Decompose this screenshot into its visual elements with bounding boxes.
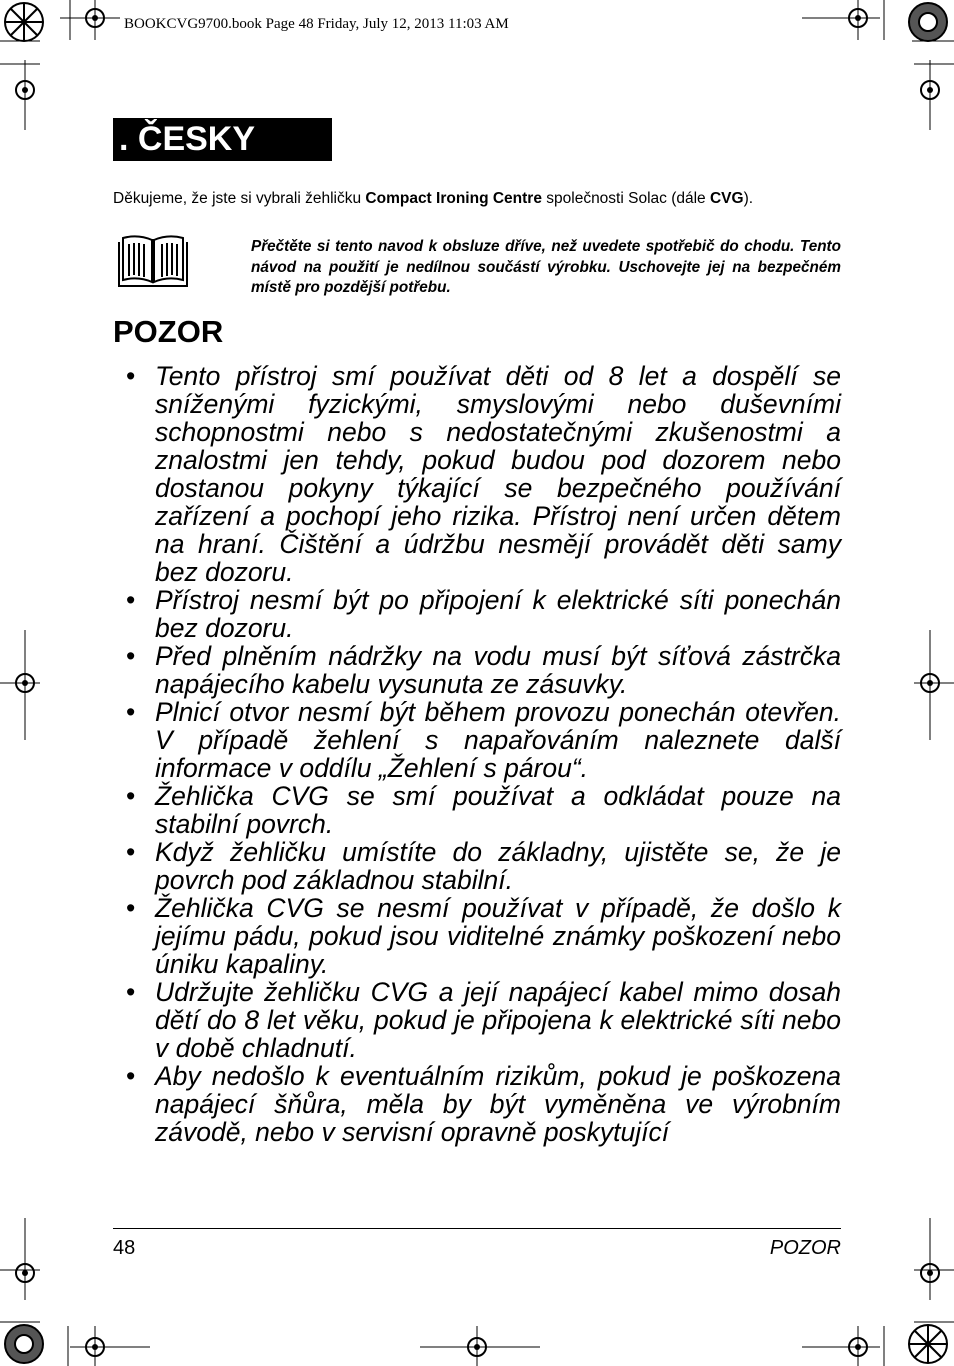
- book-info-header: BOOKCVG9700.book Page 48 Friday, July 12, 2013 11:03 AM: [124, 16, 509, 32]
- bullet-icon: •: [126, 697, 136, 727]
- bullet-icon: •: [126, 1061, 136, 1091]
- intro-text-before: Děkujeme, že jste si vybrali žehličku: [113, 190, 366, 207]
- intro-text-after: ).: [743, 190, 754, 207]
- warning-text: Udržujte žehličku CVG a její napájecí kabel mimo dosah dětí do 8 let věku, pokud je připojena k elektrické síti nebo v době chladnutí.: [155, 977, 841, 1063]
- bullet-icon: •: [126, 781, 136, 811]
- bullet-icon: •: [126, 893, 136, 923]
- list-item: [126, 782, 841, 838]
- warning-text: Plnicí otvor nesmí být během provozu ponechán otevřen. V případě žehlení s napařováním naleznete další informace v oddílu „Žehlení s párou“.: [155, 697, 841, 783]
- warning-text: Před plněním nádržky na vodu musí být síťová zástrčka napájecího kabelu vysunuta ze zásuvky.: [155, 641, 841, 699]
- product-name: Compact Ironing Centre: [365, 190, 542, 207]
- footer-section-name: POZOR: [769, 1237, 841, 1259]
- list-item: [126, 362, 841, 586]
- warning-list: [126, 362, 841, 1146]
- warning-text: Tento přístroj smí používat děti od 8 let a dospělí se sníženými fyzickými, smyslovými nebo duševními schopnostmi nebo s nedostatečnými zkušenostmi a znalostmi jen tehdy, pokud budou pod dozorem nebo dostanou pokyny týkající se bezpečného používání zařízení a pochopí jeho rizika. Přístroj není určen dětem na hraní. Čištění a údržbu nesmějí provádět děti samy bez dozoru.: [155, 361, 841, 587]
- page-number: 48: [113, 1237, 136, 1259]
- intro-paragraph: [113, 189, 841, 209]
- bullet-icon: •: [126, 977, 136, 1007]
- list-item: [126, 698, 841, 782]
- warning-text: Žehlička CVG se smí používat a odkládat pouze na stabilní povrch.: [155, 781, 841, 839]
- list-item: [126, 978, 841, 1062]
- bullet-icon: •: [126, 361, 136, 391]
- read-manual-note: Přečtěte si tento navod k obsluze dříve, než uvedete spotřebič do chodu. Tento návod na použití je nedílnou součástí výrobku. Uschovejte jej na bezpečném místě pro pozdější potřebu.: [251, 238, 841, 296]
- bullet-icon: •: [126, 837, 136, 867]
- list-item: [126, 1062, 841, 1146]
- bullet-icon: •: [126, 641, 136, 671]
- section-title: POZOR: [113, 314, 224, 349]
- open-book-icon: [116, 234, 190, 288]
- list-item: [126, 838, 841, 894]
- bullet-icon: •: [126, 585, 136, 615]
- warning-text: Přístroj nesmí být po připojení k elektrické síti ponechán bez dozoru.: [155, 585, 841, 643]
- warning-text: Žehlička CVG se nesmí používat v případě, že došlo k jejímu pádu, pokud jsou viditelné známky poškození nebo úniku kapaliny.: [155, 893, 841, 979]
- list-item: [126, 642, 841, 698]
- warning-text: Aby nedošlo k eventuálním rizikům, pokud je poškozena napájecí šňůra, měla by být vyměněna ve výrobním závodě, nebo v servisní opravně poskytující: [155, 1061, 841, 1147]
- footer-divider: [113, 1228, 841, 1229]
- language-banner: . ČESKY: [113, 118, 332, 161]
- intro-text-middle: společnosti Solac (dále: [541, 190, 710, 207]
- list-item: [126, 586, 841, 642]
- warning-text: Když žehličku umístíte do základny, ujistěte se, že je povrch pod základnou stabilní.: [155, 837, 841, 895]
- list-item: [126, 894, 841, 978]
- product-abbreviation: CVG: [709, 190, 744, 207]
